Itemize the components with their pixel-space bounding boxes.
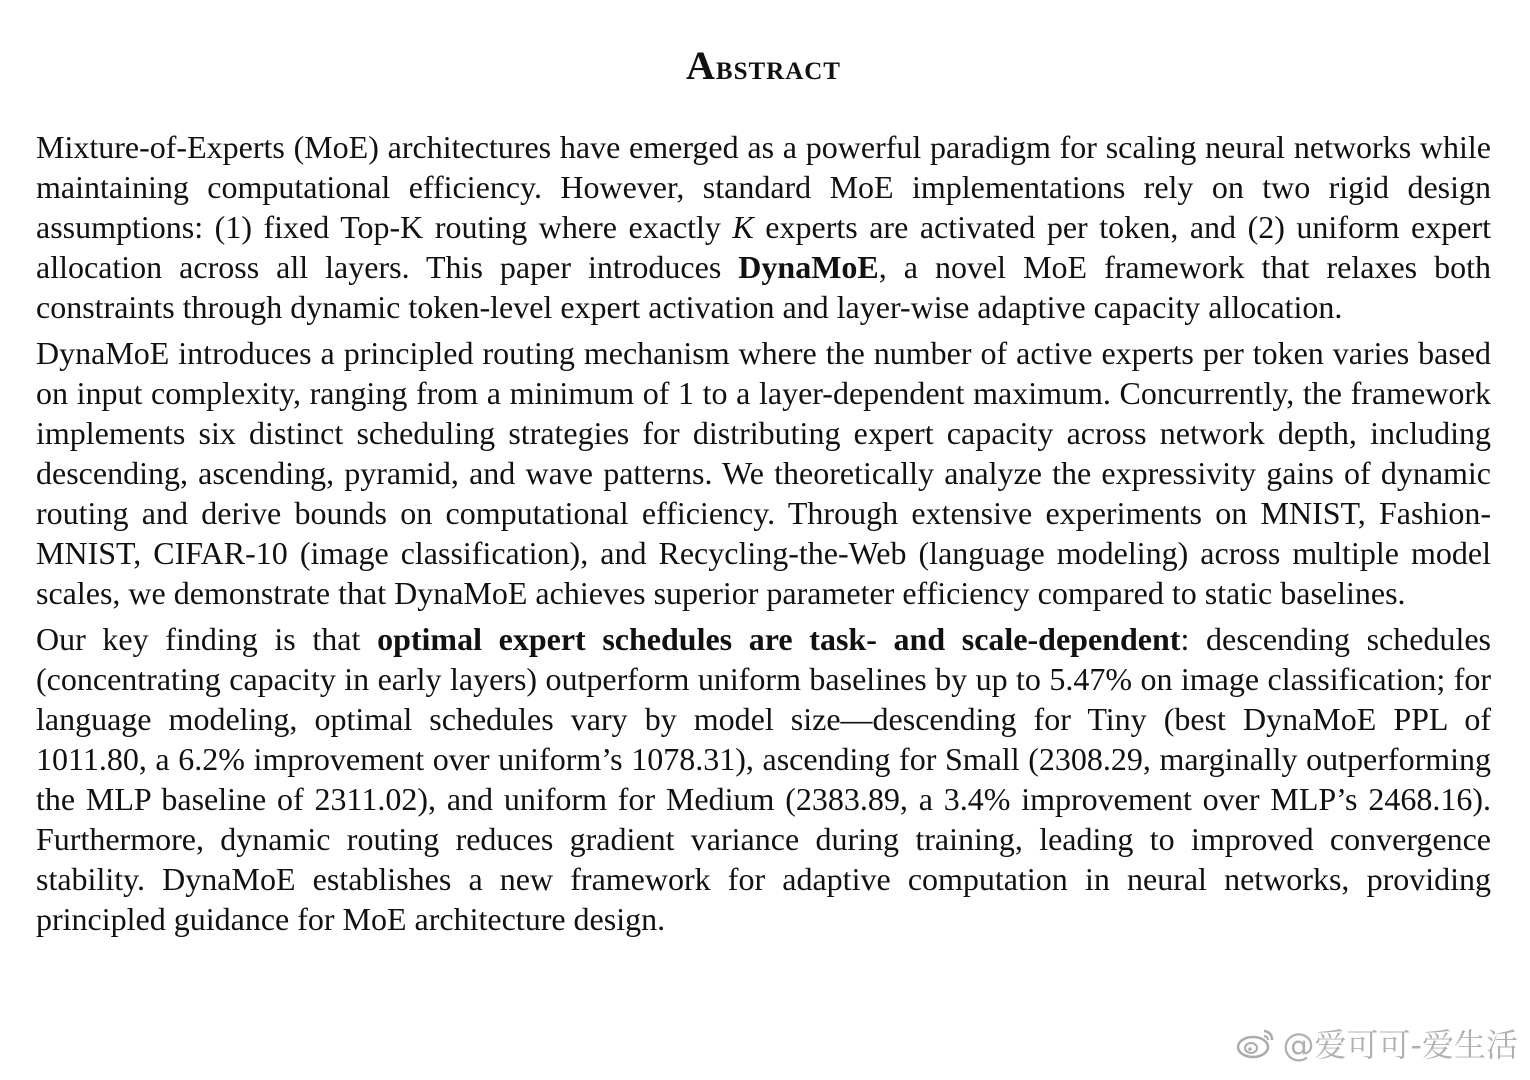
p1-text-b: experts are activated per token, and (2) uniform expert allocation across all layers. This paper introduces	[36, 209, 1491, 285]
abstract-heading-rest: bstract	[715, 47, 841, 87]
p1-math-k: K	[732, 209, 754, 245]
p1-bold-dynamoe: DynaMoE	[738, 249, 879, 285]
abstract-paragraph-3	[36, 619, 1491, 939]
abstract-paragraph-1	[36, 127, 1491, 327]
p3-text-a: Our key finding is that	[36, 621, 378, 657]
weibo-icon	[1236, 1027, 1276, 1059]
watermark	[1236, 1020, 1518, 1066]
p3-bold-key-finding: optimal expert schedules are task- and scale-dependent	[377, 621, 1181, 657]
watermark-text: @爱可可-爱生活	[1282, 1026, 1518, 1064]
p3-text-b: : descending schedules (concentrating capacity in early layers) outperform uniform baselines by up to 5.47% on image classification; for language modeling, optimal schedules vary by model size—descending for Tiny (best DynaMoE PPL of 1011.80, a 6.2% improvement over uniform’s 1078.31), ascending for Small (2308.29, marginally outperforming the MLP baseline of 2311.02), and uniform for Medium (2383.89, a 3.4% improvement over MLP’s 2468.16). Furthermore, dynamic routing reduces gradient variance during training, leading to improved convergence stability. DynaMoE establishes a new framework for adaptive computation in neural networks, providing principled guidance for MoE architecture design.	[36, 621, 1492, 937]
paper-page	[36, 34, 1491, 945]
abstract-paragraph-2: DynaMoE introduces a principled routing mechanism where the number of active experts per token varies based on input complexity, ranging from a minimum of 1 to a layer-dependent maximum. Concurrently, the framework implements six distinct scheduling strategies for distributing expert capacity across network depth, including descending, ascending, pyramid, and wave patterns. We theoretically analyze the expressivity gains of dynamic routing and derive bounds on computational efficiency. Through extensive experiments on MNIST, Fashion-MNIST, CIFAR-10 (image classification), and Recycling-the-Web (language modeling) across multiple model scales, we demonstrate that DynaMoE achieves superior parameter efficiency compared to static baselines.	[36, 335, 1491, 611]
abstract-heading	[36, 42, 1491, 89]
p1-text-a: Mixture-of-Experts (MoE) architectures have emerged as a powerful paradigm for scaling neural networks while maintaining computational efficiency. However, standard MoE implementations rely on two rigid design assumptions: (1) fixed Top-K routing where exactly	[36, 129, 1491, 245]
p1-text-c: , a novel MoE framework that relaxes both constraints through dynamic token-level expert activation and layer-wise adaptive capacity allocation.	[36, 249, 1492, 325]
abstract-heading-initial: A	[686, 43, 716, 88]
